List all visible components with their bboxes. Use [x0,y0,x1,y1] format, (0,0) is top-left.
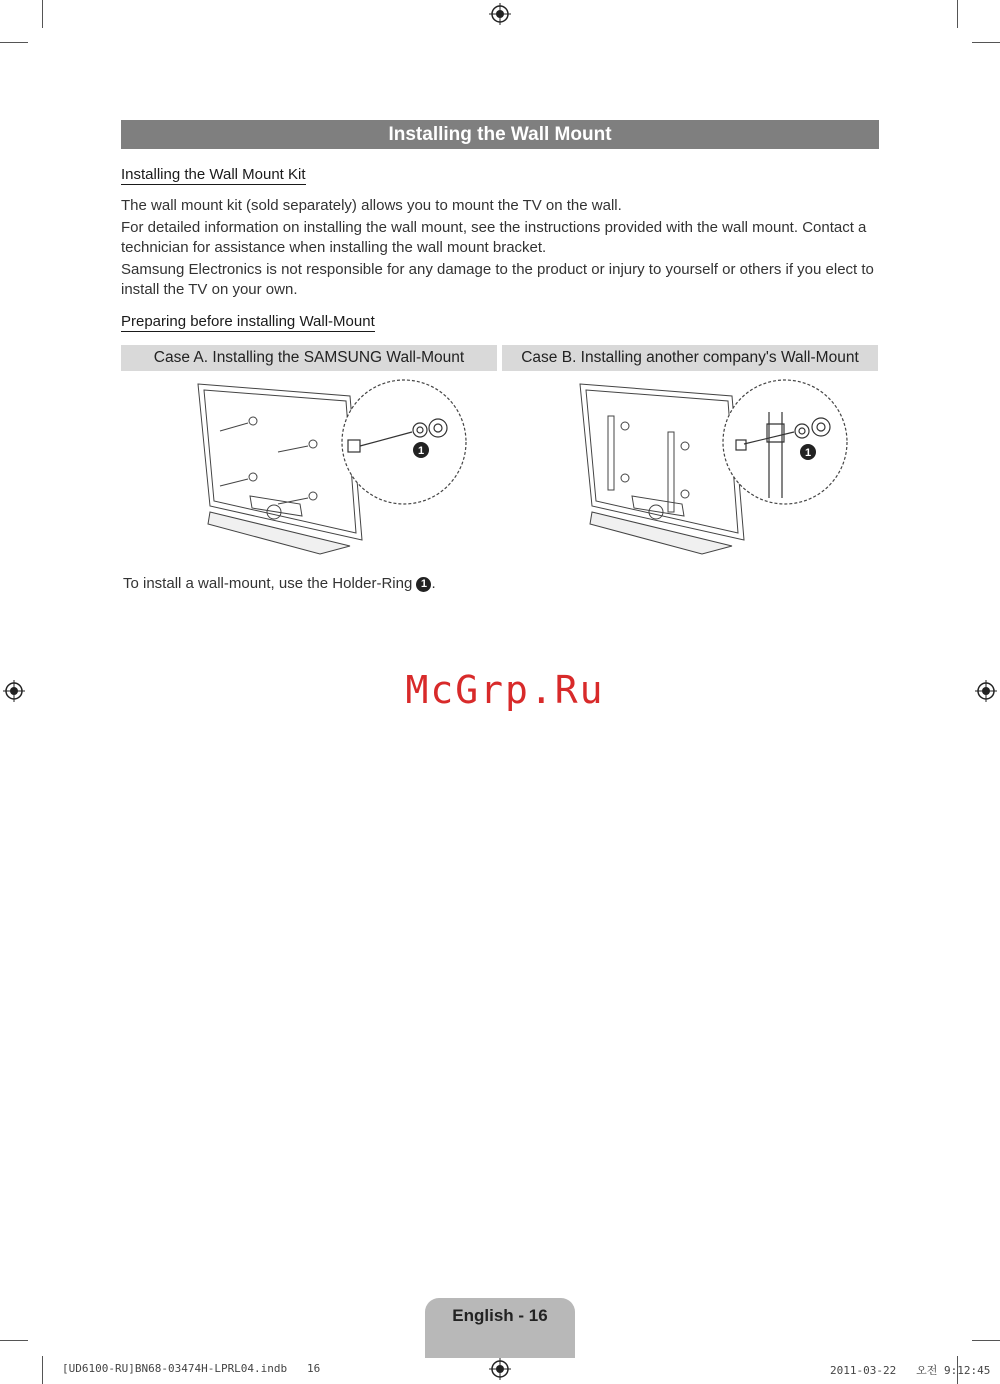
registration-mark-icon [3,680,25,702]
crop-mark [42,1356,43,1384]
print-file-info: [UD6100-RU]BN68-03474H-LPRL04.indb 16 [62,1362,321,1375]
caption-end: . [431,575,436,592]
registration-mark-icon [489,3,511,25]
holder-ring-caption [123,575,436,592]
crop-mark [42,0,43,28]
case-a-header: Case A. Installing the SAMSUNG Wall-Mount [121,345,497,371]
callout-number: 1 [417,445,425,457]
print-datetime: 2011-03-22 오전 9:12:45 [830,1364,991,1377]
case-a-illustration [190,376,470,560]
crop-mark [972,1340,1000,1341]
kit-heading: Installing the Wall Mount Kit [121,166,306,183]
registration-mark-icon [489,1358,511,1380]
crop-mark [0,42,28,43]
preparing-heading: Preparing before installing Wall-Mount [121,313,375,330]
crop-mark [957,0,958,28]
watermark: McGrp.Ru [405,668,605,712]
section-title: Installing the Wall Mount [121,120,879,149]
case-b-illustration [572,376,852,560]
kit-paragraph-3: Samsung Electronics is not responsible for any damage to the product or injury to yourself or others if you elect to install the TV on your own. [121,261,874,298]
crop-mark [972,42,1000,43]
kit-paragraph-2: For detailed information on installing the wall mount, see the instructions provided with the wall mount. Contact a technician for assistance when installing the wall mount bracket. [121,219,867,256]
callout-number: 1 [416,577,431,592]
callout-number: 1 [804,447,812,459]
registration-mark-icon [975,680,997,702]
page-number-label: English - 16 [452,1306,548,1325]
caption-text: To install a wall-mount, use the Holder-Ring [123,575,413,592]
kit-paragraph-1: The wall mount kit (sold separately) allows you to mount the TV on the wall. [121,197,622,214]
case-b-header: Case B. Installing another company's Wall-Mount [502,345,878,371]
crop-mark [0,1340,28,1341]
